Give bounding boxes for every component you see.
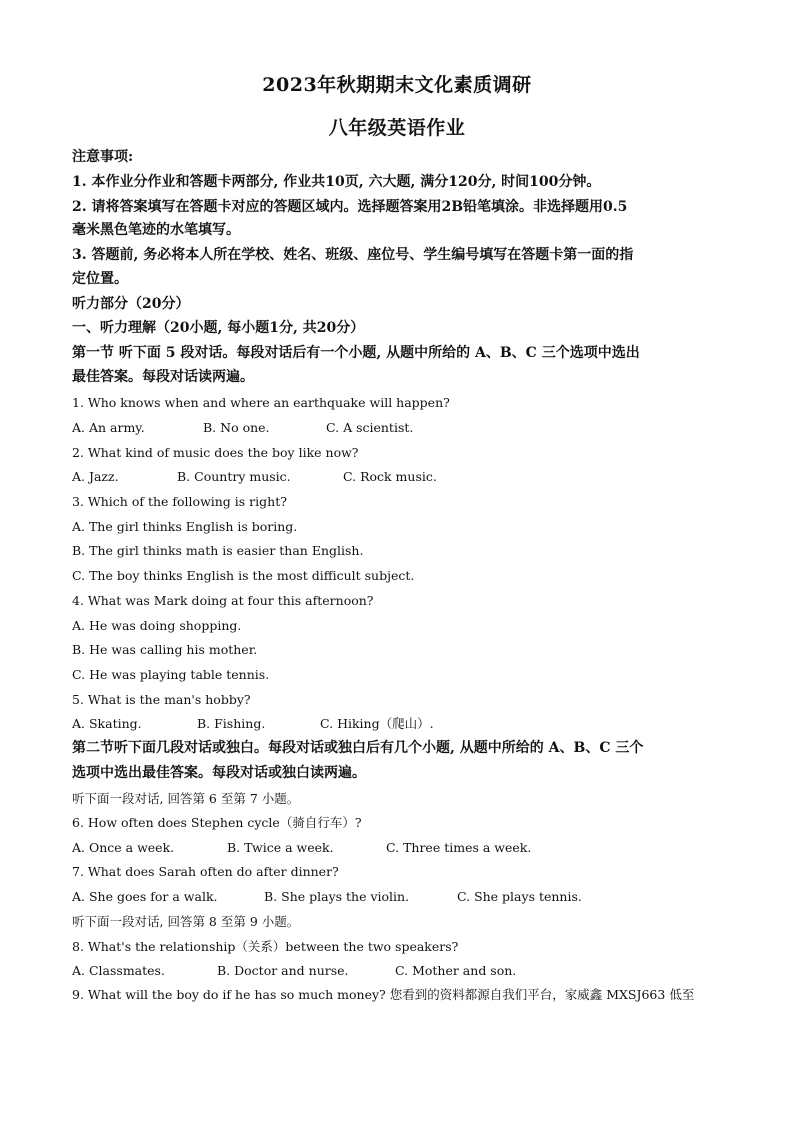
question-7-option-a: A. She goes for a walk. [72, 889, 218, 904]
question-8-option-a: A. Classmates. [72, 963, 165, 978]
question-3-option-c: C. The boy thinks English is the most difficult subject. [72, 568, 415, 583]
exam-subtitle: 八年级英语作业 [328, 117, 466, 139]
question-9-stem: 9. What will the boy do if he has so much money? 您看到的资料都源自我们平台，家威鑫 MXSJ663 低至 [72, 987, 695, 1002]
question-2-stem: 2. What kind of music does the boy like now? [72, 445, 359, 460]
notice-heading: 注意事项: [72, 149, 134, 165]
question-3-option-b: B. The girl thinks math is easier than English. [72, 543, 364, 558]
question-5-option-b: B. Fishing. [197, 716, 266, 731]
question-4-option-b: B. He was calling his mother. [72, 642, 258, 657]
question-4-option-c: C. He was playing table tennis. [72, 667, 270, 682]
notice-item-3: 3. 答题前, 务必将本人所在学校、姓名、班级、座位号、学生编号填写在答题卡第一面的指 [72, 247, 634, 263]
question-2-option-b: B. Country music. [177, 469, 291, 484]
part2-instructions-cont: 选项中选出最佳答案。每段对话或独白读两遍。 [72, 765, 366, 781]
part2-instructions: 第二节听下面几段对话或独白。每段对话或独白后有几个小题, 从题中所给的 A、B、C 三个 [72, 740, 644, 756]
question-5-stem: 5. What is the man's hobby? [72, 692, 251, 707]
question-6-option-c: C. Three times a week. [386, 840, 532, 855]
question-3-option-a: A. The girl thinks English is boring. [72, 519, 298, 534]
question-5-option-c: C. Hiking（爬山）. [320, 716, 434, 731]
question-2-option-a: A. Jazz. [72, 469, 119, 484]
question-8-option-c: C. Mother and son. [395, 963, 517, 978]
question-7-stem: 7. What does Sarah often do after dinner? [72, 864, 339, 879]
instruction-q6-q7: 听下面一段对话, 回答第 6 至第 7 小题。 [72, 791, 300, 806]
question-6-option-a: A. Once a week. [72, 840, 175, 855]
question-6-option-b: B. Twice a week. [227, 840, 334, 855]
notice-item-1: 1. 本作业分作业和答题卡两部分, 作业共10页, 六大题, 满分120分, 时间100分钟。 [72, 174, 601, 190]
question-6-stem: 6. How often does Stephen cycle（骑自行车）? [72, 815, 362, 830]
question-3-stem: 3. Which of the following is right? [72, 494, 287, 509]
part1-instructions-cont: 最佳答案。每段对话读两遍。 [72, 369, 254, 385]
part1-instructions: 第一节 听下面 5 段对话。每段对话后有一个小题, 从题中所给的 A、B、C 三个选项中选出 [72, 345, 640, 361]
notice-item-2-cont: 毫米黑色笔迹的水笔填写。 [72, 222, 240, 238]
question-8-stem: 8. What's the relationship（关系）between the two speakers? [72, 939, 459, 954]
question-2-option-c: C. Rock music. [343, 469, 437, 484]
question-1-option-a: A. An army. [72, 420, 145, 435]
question-4-stem: 4. What was Mark doing at four this afternoon? [72, 593, 374, 608]
question-7-option-c: C. She plays tennis. [457, 889, 582, 904]
exam-title: 2023年秋期期末文化素质调研 [262, 74, 532, 96]
listening-part-heading: 听力部分（20分） [72, 296, 190, 312]
question-1-option-b: B. No one. [203, 420, 270, 435]
notice-item-2: 2. 请将答案填写在答题卡对应的答题区域内。选择题答案用2B铅笔填涂。非选择题用0.5 [72, 199, 628, 215]
question-5-option-a: A. Skating. [72, 716, 142, 731]
question-1-stem: 1. Who knows when and where an earthquake will happen? [72, 395, 450, 410]
question-7-option-b: B. She plays the violin. [264, 889, 410, 904]
question-1-option-c: C. A scientist. [326, 420, 414, 435]
question-8-option-b: B. Doctor and nurse. [217, 963, 349, 978]
instruction-q8-q9: 听下面一段对话, 回答第 8 至第 9 小题。 [72, 914, 300, 929]
notice-item-3-cont: 定位置。 [72, 271, 128, 287]
listening-section-heading: 一、听力理解（20小题, 每小题1分, 共20分） [72, 320, 365, 336]
question-4-option-a: A. He was doing shopping. [72, 618, 242, 633]
